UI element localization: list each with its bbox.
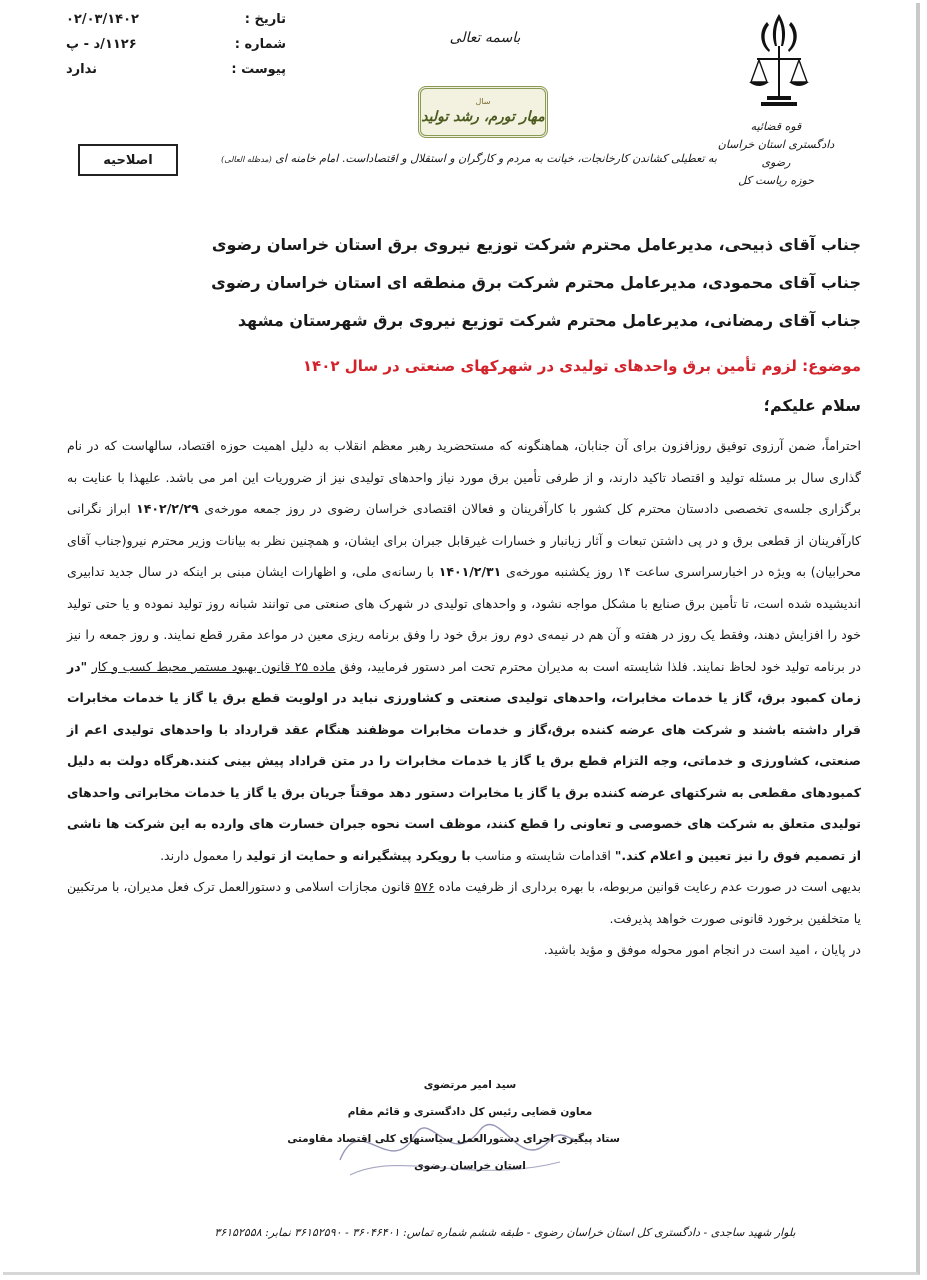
basmala: باسمه تعالی (449, 30, 521, 46)
recipient-3: جناب آقای رمضانی، مدیرعامل محترم شرکت توزیع نیروی برق شهرستان مشهد (237, 311, 861, 330)
salutation: سلام علیکم؛ (763, 396, 861, 415)
date-value: ۰۲/۰۳/۱۴۰۲ (66, 12, 139, 27)
quote-source: (مدظله العالی) (221, 155, 272, 164)
body-text: ابراز نگرانی کارآفرینان از قطعی برق و در پی داشتن تبعات و آثار زیانبار و خسارات غیرقابل جبران برای ایشان، و همچنین نظر به بیانات وزیر محترم نیرو(جناب آقای محرابیان) به ویژه در اخبارسراسری ساعت ۱۴ روز یکشنبه مورخه‌ی (67, 501, 861, 579)
year-slogan-badge (418, 86, 548, 138)
signer-title-1: معاون قضایی رئیس کل دادگستری و قائم مقام (347, 1106, 593, 1118)
recipient-1: جناب آقای ذبیحی، مدیرعامل محترم شرکت توزیع نیروی برق استان خراسان رضوی (211, 235, 861, 254)
org-line-1: قوه قضائیه (750, 120, 802, 133)
letter-meta (66, 12, 286, 87)
body-text: قانون مجازات اسلامی و دستورالعمل ترک فعل مدیران، با مرتکبین یا متخلفین برخورد قانونی صورت خواهد پذیرفت. (67, 879, 861, 926)
article-number: ۵۷۶ (414, 879, 435, 894)
judiciary-emblem-icon (739, 12, 819, 116)
signer-name: سید امیر مرتضوی (423, 1079, 517, 1091)
number-value: ۱۱۲۶/د - پ (66, 37, 137, 52)
signer-title-3: استان خراسان رضوی (414, 1160, 526, 1172)
signature-block (287, 1072, 620, 1180)
quote-text: به تعطیلی کشاندن کارخانجات، خیانت به مردم و کارگران و استقلال و اقتصاداست. امام خامنه ای (275, 152, 717, 165)
amendment-label-box: اصلاحیه (78, 144, 178, 176)
law-reference: ماده ۲۵ قانون بهبود مستمر محیط کسب و کار (91, 658, 336, 674)
date-row (66, 12, 286, 37)
number-row (66, 37, 286, 62)
attachment-row (66, 62, 286, 87)
slogan-year: سال (475, 97, 491, 106)
attachment-label: پیوست : (231, 62, 286, 77)
organization-block (717, 118, 835, 190)
date-label: تاریخ : (244, 12, 286, 27)
law-quote: "در زمان کمبود برق، گاز یا خدمات مخابرات، واحدهای تولیدی صنعتی و کشاورزی نباید در اولویت قطع برق یا گاز یا خدمات مخابرات قرار داشته باشند و شرکت های عرضه کننده برق،گاز و خدمات مخابرات موظفند هنگام عقد قرارداد با واحدهای تولیدی اعم از صنعتی، کشاورزی و خدماتی، وجه التزام قطع برق یا گاز یا خدمات مخابرات را در متن قراداد پیش بینی کنند.هرگاه دولت به دلیل کمبودهای مقطعی به شرکتهای عرضه کننده برق یا گاز یا مخابرات دستور دهد موقتاً جریان برق یا گاز یا خدمات مخابراتی واحدهای تولیدی متعلق به شرکت های خصوصی و تعاونی را قطع کنند، موظف است نحوه جبران خسارت های وارده به این شرکت ها ناشی از تصمیم فوق را نیز تعیین و اعلام کند." (67, 658, 861, 863)
meeting-date: ۱۴۰۲/۲/۲۹ (136, 501, 199, 516)
body-paragraph-3: در پایان ، امید است در انجام امور محوله موفق و مؤید باشید. (543, 942, 861, 957)
body-text: با رسانه‌ی ملی، و اظهارات ایشان مبنی بر اینکه در سال جدید تدابیری اندیشیده شده است، تا تأمین برق صنایع با مشکل مواجه نشود، و واحدهای تولیدی در شهرک های صنعتی می توانند شبانه روز تولید نموده و یا حتی تولید خود را افزایش دهند، وفقط یک روز در هفته و آن هم در نیمه‌ی دوم روز برق خود را وفق برنامه ریزی معین در مواعد مقرر قطع نمایند. و روز جمعه را نیز در برنامه تولید خود لحاظ نمایند. فلذا شایسته است به مدیران محترم تحت امر دستور فرمایید، وفق (67, 564, 862, 674)
letter-body (67, 430, 861, 966)
org-line-2: دادگستری استان خراسان رضوی (717, 138, 835, 169)
footer-address: بلوار شهید ساجدی - دادگستری کل استان خراسان رضوی - طبقه ششم شماره تماس: ۳۶۰۴۶۴۰۱ - ۳۶۱۵۲۵۹۰ نمابر: ۳۶۱۵۲۵۵۸ (214, 1226, 796, 1239)
subject-line: موضوع: لزوم تأمین برق واحدهای تولیدی در شهرکهای صنعتی در سال ۱۴۰۲ (302, 357, 861, 375)
body-text: اقدامات شایسته و مناسب (474, 847, 611, 863)
leader-quote (221, 152, 717, 165)
number-label: شماره : (234, 37, 286, 52)
preventive-approach: با رویکرد پیشگیرانه و حمایت از تولید (246, 847, 471, 863)
body-text: بدیهی است در صورت عدم رعایت قوانین مربوطه، با بهره برداری از ظرفیت ماده (438, 879, 861, 894)
signer-title-2: ستاد پیگیری اجرای دستورالعمل سیاستهای کلی اقتصاد مقاومتی (287, 1133, 620, 1145)
slogan-text: مهار تورم، رشد تولید (421, 109, 545, 125)
org-line-3: حوزه ریاست کل (738, 174, 814, 187)
recipient-2: جناب آقای محمودی، مدیرعامل محترم شرکت برق منطقه ای استان خراسان رضوی (211, 273, 861, 292)
body-paragraph-2 (67, 871, 861, 934)
body-paragraph-1 (67, 430, 861, 871)
body-text: را معمول دارند. (160, 847, 243, 863)
attachment-value: ندارد (66, 62, 98, 77)
recipients (61, 226, 861, 340)
body-text: احتراماً، ضمن آرزوی توفیق روزافزون برای آن جنابان، هماهنگونه که مستحضرید رهبر معظم انقلاب به دلیل اهمیت حوزه اقتصاد، سالهاست که در نام گذاری سال بر مسئله تولید و اقتصاد تاکید دارند، و از طرفی تأمین برق مورد نیاز واحدهای تولیدی نیز از ضروریات این امر می باشد. علیهذا با عنایت به برگزاری جلسه‌ی تخصصی دادستان محترم کل کشور با کارآفرینان و فعالان اقتصادی خراسان رضوی در روز جمعه مورخه‌ی (67, 438, 861, 516)
news-date: ۱۴۰۱/۲/۳۱ (438, 564, 502, 579)
